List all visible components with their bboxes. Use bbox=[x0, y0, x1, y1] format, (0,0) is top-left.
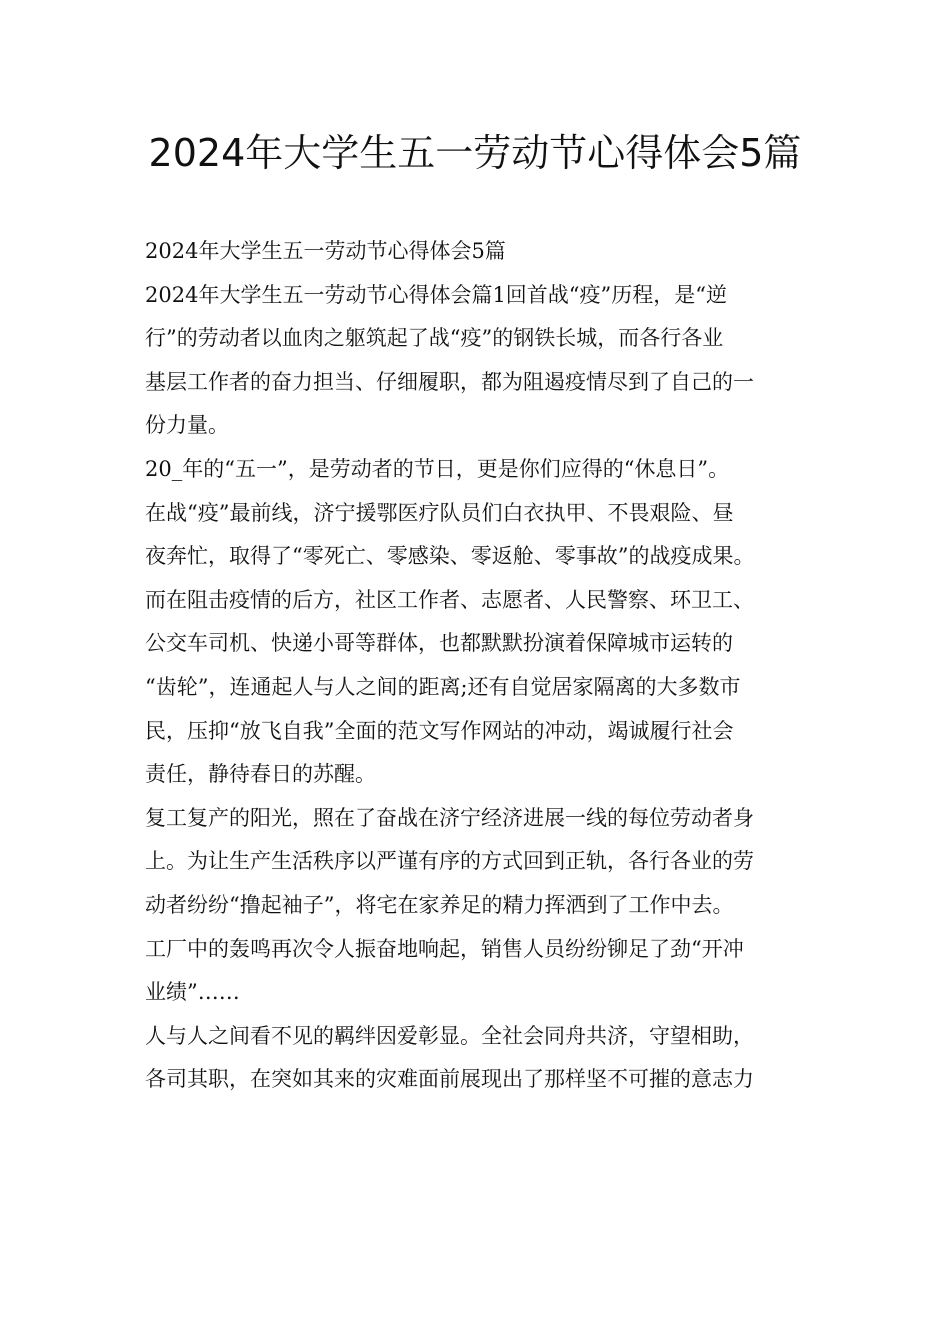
document-title: 2024年大学生五一劳动节心得体会5篇 bbox=[148, 131, 802, 175]
paragraph-subtitle: 2024年大学生五一劳动节心得体会5篇 bbox=[145, 239, 506, 263]
paragraph-2: 20_年的“五一”，是劳动者的节日，更是你们应得的“休息日”。 在战“疫”最前线，济宁援鄂医疗队员们白衣执甲、不畏艰险、昼 夜奔忙，取得了“零死亡、零感染、零返舱、零事故”的战疫成果。 而在阻击疫情的后方，社区工作者、志愿者、人民警察、环卫工、 公交车司机、快递小哥等群体，也都默默扮演着保障城市运转的 “齿轮”，连通起人与人之间的距离;还有自觉居家隔离的大多数市 民，压抑“放飞自我”全面的范文写作网站的冲动，竭诚履行社会 责任，静待春日的苏醒。 bbox=[145, 456, 755, 787]
document-body bbox=[145, 230, 815, 1102]
paragraph-3: 复工复产的阳光，照在了奋战在济宁经济进展一线的每位劳动者身 上。为让生产生活秩序以严谨有序的方式回到正轨，各行各业的劳 动者纷纷“撸起袖子”，将宅在家养足的精力挥洒到了工作中去。 工厂中的轰鸣再次令人振奋地响起，销售人员纷纷铆足了劲“开冲 业绩”…… bbox=[145, 805, 754, 1005]
paragraph-1: 2024年大学生五一劳动节心得体会篇1回首战“疫”历程，是“逆 行”的劳动者以血肉之躯筑起了战“疫”的钢铁长城，而各行各业 基层工作者的奋力担当、仔细履职，都为阻遏疫情尽到了自己的一 份力量。 bbox=[145, 282, 754, 438]
paragraph-4: 人与人之间看不见的羁绊因爱彰显。全社会同舟共济，守望相助， 各司其职，在突如其来的灾难面前展现出了那样坚不可摧的意志力 bbox=[145, 1023, 754, 1092]
